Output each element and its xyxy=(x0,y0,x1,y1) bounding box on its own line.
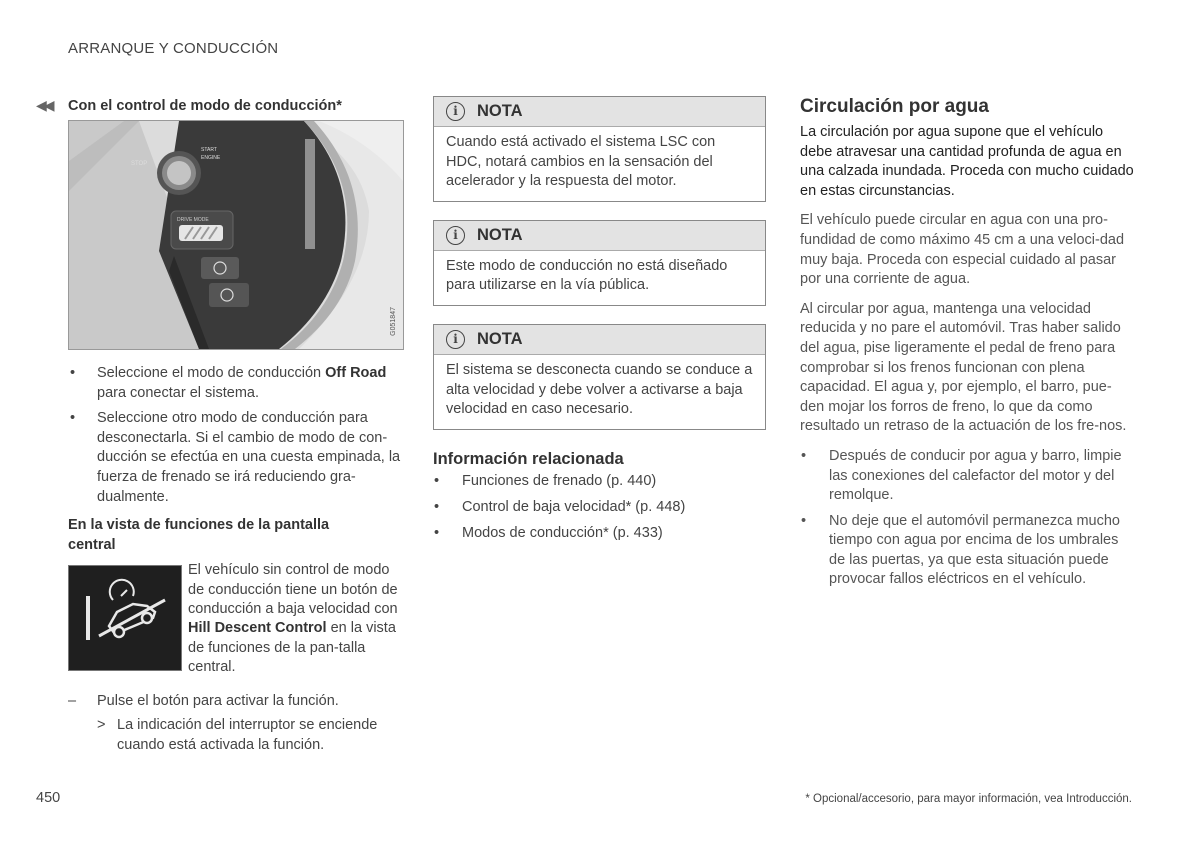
note-header: i NOTA xyxy=(434,221,765,250)
note-box xyxy=(433,220,766,306)
page-header: ARRANQUE Y CONDUCCIÓN xyxy=(68,40,279,57)
water-driving-title: Circulación por agua xyxy=(800,96,989,117)
related-info-title: Información relacionada xyxy=(433,449,624,468)
page-number: 450 xyxy=(36,790,61,806)
paragraph: Al circular por agua, mantenga una velocidad reducida y no pare el automóvil. Tras haber salido del agua, pise ligeramente el pedal de freno para comprobar si los frenos funcionan con plena capacidad. El agua y, por ejemplo, el barro, pue-den mojar los forros de freno, lo que da como resultado un retraso de la actuación de los fre-nos. xyxy=(800,300,1127,435)
engine-label: ENGINE xyxy=(201,155,221,161)
note-body: Cuando está activado el sistema LSC con HDC, notará cambios en la sensación del acelerador y la respuesta del motor. xyxy=(434,126,765,201)
list-item: • Después de conducir por agua y barro, limpie las conexiones del calefactor del motor y del remolque. xyxy=(801,447,1122,504)
action-step: – Pulse el botón para activar la función. xyxy=(68,693,339,710)
info-icon: i xyxy=(446,330,465,349)
instruction-list xyxy=(36,364,404,507)
hdc-block xyxy=(68,561,404,679)
column-right xyxy=(800,96,1135,596)
start-label: START xyxy=(201,147,217,153)
hdc-description: El vehículo sin control de modo de conducción tiene un botón de conducción a baja velocidad con Hill Descent Control en la vista de funciones de la pan-talla central. xyxy=(188,562,398,676)
hill-descent-control-icon xyxy=(68,565,182,671)
bullet-icon: • xyxy=(801,512,807,529)
console-illustration xyxy=(69,121,403,349)
bullet-icon: • xyxy=(434,524,440,541)
bullet-icon: • xyxy=(434,472,440,489)
subsection-title: En la vista de funciones de la pantalla central xyxy=(68,517,330,554)
note-body: Este modo de conducción no está diseñado para utilizarse en la vía pública. xyxy=(434,250,765,305)
related-links xyxy=(433,471,766,543)
footnote: * Opcional/accesorio, para mayor información, vea Introducción. xyxy=(805,793,1132,805)
list-item: • Seleccione el modo de conducción Off Road para conectar el sistema. xyxy=(70,365,387,401)
paragraph: El vehículo puede circular en agua con una pro-fundidad de como máximo 45 cm a una veloci-dad muy baja. Proceda con especial cuidado al pasar por una corriente de agua. xyxy=(800,212,1125,288)
water-bullets xyxy=(800,447,1135,590)
note-body: El sistema se desconecta cuando se conduce a alta velocidad y debe volver a activarse a baja velocidad en caso necesario. xyxy=(434,354,765,429)
section-title xyxy=(36,98,404,114)
note-header: i NOTA xyxy=(434,97,765,126)
list-item: • Seleccione otro modo de conducción para desconectarla. Si el cambio de modo de con-ducción se efectúa en una cuesta empinada, la fuerza de frenado se irá reduciendo gra-dualmente. xyxy=(70,410,401,505)
related-link[interactable]: • Funciones de frenado (p. 440) xyxy=(434,472,657,489)
stop-label: STOP xyxy=(131,161,148,167)
related-link[interactable]: • Control de baja velocidad* (p. 448) xyxy=(434,498,686,515)
section-title-text: Con el control de modo de conducción* xyxy=(68,98,342,114)
list-item: • No deje que el automóvil permanezca mucho tiempo con agua por encima de los umbrales de las puertas, ya que esta situación puede provocar fallos eléctricos en el vehículo. xyxy=(801,512,1120,588)
back-arrow-icon[interactable]: ◀◀ xyxy=(36,97,52,113)
bullet-icon: • xyxy=(70,365,76,381)
info-icon: i xyxy=(446,226,465,245)
action-result: > La indicación del interruptor se enciende cuando está activada la función. xyxy=(97,717,378,754)
drive-mode-label: DRIVE MODE xyxy=(177,217,209,223)
bullet-icon: • xyxy=(434,498,440,515)
column-left xyxy=(36,96,404,755)
related-link[interactable]: • Modos de conducción* (p. 433) xyxy=(434,524,663,541)
note-header: i NOTA xyxy=(434,325,765,354)
info-icon: i xyxy=(446,102,465,121)
note-box xyxy=(433,324,766,430)
photo-code: G051847 xyxy=(390,307,397,336)
bullet-icon: • xyxy=(801,447,807,464)
console-photo xyxy=(68,120,404,350)
note-box xyxy=(433,96,766,202)
bullet-icon: • xyxy=(70,410,76,427)
lead-paragraph: La circulación por agua supone que el vehículo debe atravesar una cantidad profunda de agua en una calzada inundada. Proceda con mucho cuidado en estas circunstancias. xyxy=(800,124,1134,199)
column-middle xyxy=(433,96,766,549)
